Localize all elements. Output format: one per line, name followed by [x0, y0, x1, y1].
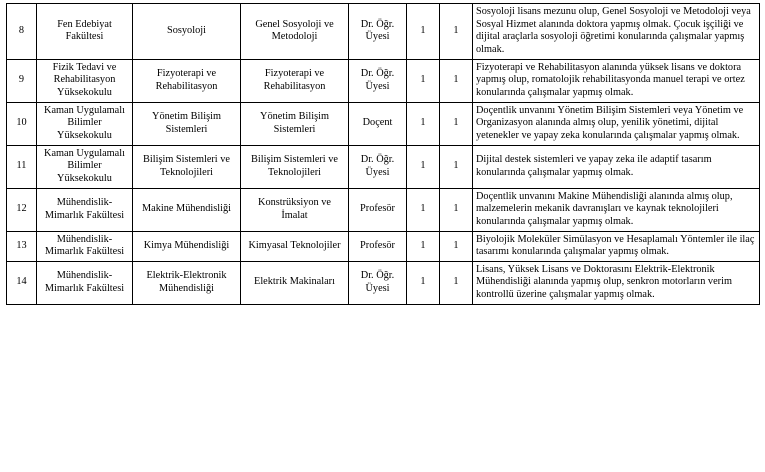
- cell-quota: 1: [440, 4, 473, 60]
- table-row: [7, 231, 760, 261]
- cell-quota: 1: [440, 261, 473, 304]
- cell-title: Dr. Öğr. Üyesi: [349, 59, 407, 102]
- cell-description: Sosyoloji lisans mezunu olup, Genel Sosyoloji ve Metodoloji veya Sosyal Hizmet alanında doktora yapmış olmak. Çocuk işçiliği ve dijital araçlarla sosyoloji öğretimi konularında çalışmalar yapmış olmak.: [473, 4, 760, 60]
- cell-program: Genel Sosyoloji ve Metodoloji: [241, 4, 349, 60]
- cell-quota: 1: [440, 145, 473, 188]
- cell-program: Konstrüksiyon ve İmalat: [241, 188, 349, 231]
- cell-count: 1: [407, 261, 440, 304]
- table-row: [7, 4, 760, 60]
- cell-program: Kimyasal Teknolojiler: [241, 231, 349, 261]
- table-row: [7, 59, 760, 102]
- cell-count: 1: [407, 59, 440, 102]
- cell-quota: 1: [440, 102, 473, 145]
- cell-faculty: Fizik Tedavi ve Rehabilitasyon Yüksekokulu: [37, 59, 133, 102]
- cell-row-number: 13: [7, 231, 37, 261]
- cell-count: 1: [407, 145, 440, 188]
- cell-faculty: Kaman Uygulamalı Bilimler Yüksekokulu: [37, 145, 133, 188]
- cell-department: Yönetim Bilişim Sistemleri: [133, 102, 241, 145]
- cell-department: Elektrik-Elektronik Mühendisliği: [133, 261, 241, 304]
- table-row: [7, 102, 760, 145]
- cell-row-number: 12: [7, 188, 37, 231]
- cell-row-number: 14: [7, 261, 37, 304]
- cell-count: 1: [407, 231, 440, 261]
- cell-quota: 1: [440, 188, 473, 231]
- cell-count: 1: [407, 102, 440, 145]
- cell-faculty: Kaman Uygulamalı Bilimler Yüksekokulu: [37, 102, 133, 145]
- cell-description: Biyolojik Moleküler Simülasyon ve Hesaplamalı Yöntemler ile ilaç tasarımı konularında çalışmalar yapmış olmak.: [473, 231, 760, 261]
- cell-faculty: Mühendislik-Mimarlık Fakültesi: [37, 188, 133, 231]
- cell-row-number: 10: [7, 102, 37, 145]
- cell-title: Profesör: [349, 188, 407, 231]
- cell-count: 1: [407, 4, 440, 60]
- table-row: [7, 145, 760, 188]
- cell-count: 1: [407, 188, 440, 231]
- cell-row-number: 9: [7, 59, 37, 102]
- cell-description: Dijital destek sistemleri ve yapay zeka ile adaptif tasarım konularında çalışmalar yapmış olmak.: [473, 145, 760, 188]
- cell-program: Bilişim Sistemleri ve Teknolojileri: [241, 145, 349, 188]
- cell-program: Fizyoterapi ve Rehabilitasyon: [241, 59, 349, 102]
- cell-department: Bilişim Sistemleri ve Teknolojileri: [133, 145, 241, 188]
- cell-title: Dr. Öğr. Üyesi: [349, 261, 407, 304]
- table-row: [7, 188, 760, 231]
- cell-description: Lisans, Yüksek Lisans ve Doktorasını Elektrik-Elektronik Mühendisliği alanında yapmış olup, senkron motorların verim kontrollü üzerine çalışmalar yapmış olmak.: [473, 261, 760, 304]
- cell-faculty: Mühendislik-Mimarlık Fakültesi: [37, 231, 133, 261]
- cell-program: Elektrik Makinaları: [241, 261, 349, 304]
- academic-positions-table: [6, 3, 760, 305]
- cell-program: Yönetim Bilişim Sistemleri: [241, 102, 349, 145]
- cell-description: Doçentlik unvanını Makine Mühendisliği alanında almış olup, malzemelerin mekanik davranışları ve kaynak teknolojileri konularında çalışmalar yapmış olmak.: [473, 188, 760, 231]
- cell-department: Makine Mühendisliği: [133, 188, 241, 231]
- cell-description: Doçentlik unvanını Yönetim Bilişim Sistemleri veya Yönetim ve Organizasyon alanında almış olup, yenilik yönetimi, dijital yetenekler ve yapay zeka konularında çalışmalar yapmış olmak.: [473, 102, 760, 145]
- cell-faculty: Fen Edebiyat Fakültesi: [37, 4, 133, 60]
- cell-title: Doçent: [349, 102, 407, 145]
- cell-description: Fizyoterapi ve Rehabilitasyon alanında yüksek lisans ve doktora yapmış olup, romatolojik rehabilitasyonda manuel terapi ve ortez konularında çalışmalar yapmış olmak.: [473, 59, 760, 102]
- cell-title: Profesör: [349, 231, 407, 261]
- cell-quota: 1: [440, 231, 473, 261]
- cell-department: Kimya Mühendisliği: [133, 231, 241, 261]
- cell-row-number: 8: [7, 4, 37, 60]
- cell-title: Dr. Öğr. Üyesi: [349, 4, 407, 60]
- table-row: [7, 261, 760, 304]
- cell-department: Fizyoterapi ve Rehabilitasyon: [133, 59, 241, 102]
- table-body: [7, 4, 760, 305]
- cell-row-number: 11: [7, 145, 37, 188]
- cell-title: Dr. Öğr. Üyesi: [349, 145, 407, 188]
- cell-faculty: Mühendislik-Mimarlık Fakültesi: [37, 261, 133, 304]
- cell-department: Sosyoloji: [133, 4, 241, 60]
- cell-quota: 1: [440, 59, 473, 102]
